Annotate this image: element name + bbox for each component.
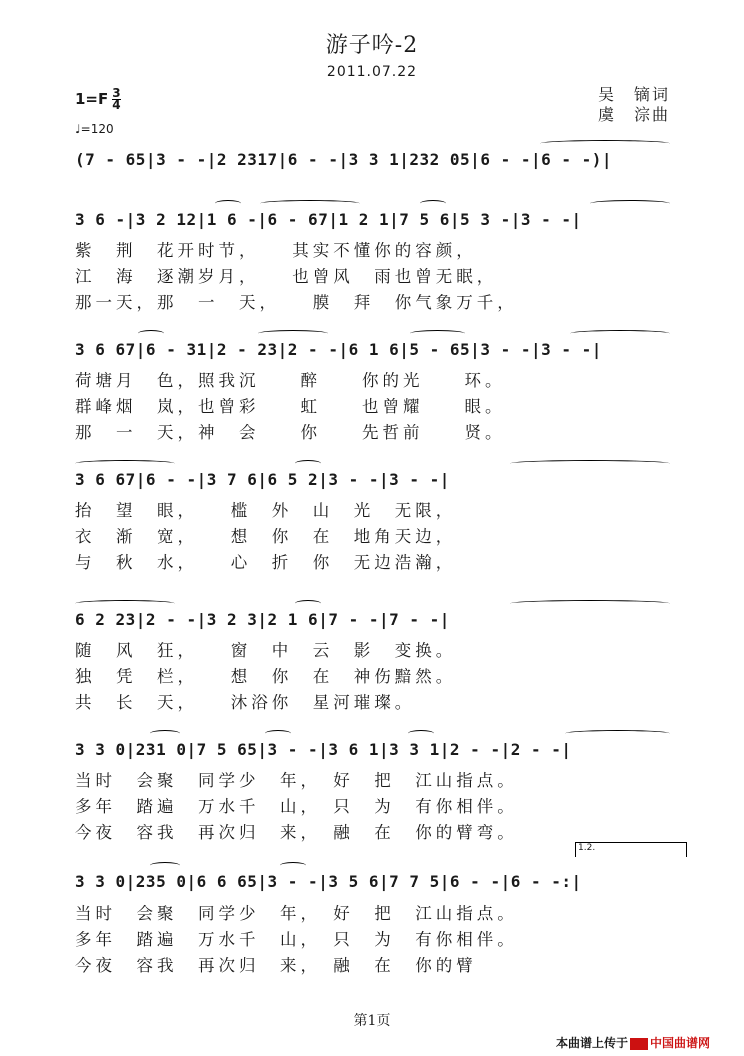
lyric-line-5-3: 共 长 天， 沐浴你 星河璀璨。 (75, 693, 416, 712)
lyric-line-5-2: 独 凭 栏， 想 你 在 神伤黯然。 (75, 667, 457, 686)
key-label: 1=F (75, 90, 109, 108)
slur (75, 460, 175, 467)
slur (295, 460, 321, 467)
notation-line-2: 3 6 -|3 2 12|1 6 -|6 - 67|1 2 1|7 5 6|5 3 -|3 - -| (75, 210, 582, 229)
slur (258, 330, 328, 337)
slur (510, 460, 670, 467)
lyric-line-3-2: 群峰烟 岚，也曾彩 虹 也曾耀 眼。 (75, 397, 506, 416)
lyricist-credit: 吴 镝词 (598, 85, 671, 104)
slur (565, 730, 670, 737)
key-signature (75, 88, 121, 111)
slur (420, 200, 446, 207)
song-title: 游子吟-2 (325, 33, 419, 58)
slur (75, 600, 175, 607)
lyric-line-4-1: 抬 望 眼， 槛 外 山 光 无限， (75, 501, 457, 520)
slur (138, 330, 164, 337)
slur (590, 200, 670, 207)
lyric-line-3-3: 那 一 天，神 会 你 先哲前 贤。 (75, 423, 506, 442)
slur (408, 730, 434, 737)
notation-line-6: 3 3 0|231 0|7 5 65|3 - -|3 6 1|3 3 1|2 - -|2 - -| (75, 740, 572, 759)
notation-line-1: (7 - 65|3 - -|2 2317|6 - -|3 3 1|232 05|6 - -|6 - -)| (75, 150, 613, 169)
slur (510, 600, 670, 607)
lyric-line-2-2: 江 海 逐潮岁月， 也曾风 雨也曾无眠， (75, 267, 498, 286)
site-name: 中国曲谱网 (650, 1036, 711, 1050)
lyric-line-4-3: 与 秋 水， 心 折 你 无边浩瀚， (75, 553, 457, 572)
time-signature: $\frac{3}{4}$ (112, 86, 121, 112)
slur (265, 730, 291, 737)
upload-note (556, 1034, 710, 1051)
notation-line-4: 3 6 67|6 - -|3 7 6|6 5 2|3 - -|3 - -| (75, 470, 450, 489)
lyric-line-6-2: 多年 踏遍 万水千 山， 只 为 有你相伴。 (75, 797, 518, 816)
composer-credit: 虞 淙曲 (598, 105, 671, 124)
slur (540, 140, 670, 147)
slur (150, 730, 180, 737)
upload-text: 本曲谱上传于 (556, 1036, 629, 1050)
slur (295, 600, 321, 607)
slur (260, 200, 360, 207)
notation-line-3: 3 6 67|6 - 31|2 - 23|2 - -|6 1 6|5 - 65|3 - -|3 - -| (75, 340, 602, 359)
lyric-line-2-1: 紫 荆 花开时节， 其实不懂你的容颜， (75, 241, 477, 260)
lyric-line-7-1: 当时 会聚 同学少 年， 好 把 江山指点。 (75, 904, 518, 923)
lyric-line-4-2: 衣 渐 宽， 想 你 在 地角天边， (75, 527, 457, 546)
lyric-line-6-1: 当时 会聚 同学少 年， 好 把 江山指点。 (75, 771, 518, 790)
volta-bracket: 1.2. (575, 842, 687, 857)
lyric-line-3-1: 荷塘月 色，照我沉 醉 你的光 环。 (75, 371, 506, 390)
tempo-mark: ♩=120 (75, 122, 114, 136)
lyric-line-6-3: 今夜 容我 再次归 来， 融 在 你的臂弯。 (75, 823, 518, 842)
notation-line-5: 6 2 23|2 - -|3 2 3|2 1 6|7 - -|7 - -| (75, 610, 450, 629)
slur (150, 862, 180, 869)
slur (410, 330, 465, 337)
lyric-line-2-3: 那一天，那 一 天， 膜 拜 你气象万千， (75, 293, 518, 312)
slur (570, 330, 670, 337)
notation-line-7: 3 3 0|235 0|6 6 65|3 - -|3 5 6|7 7 5|6 - -|6 - -:| (75, 872, 582, 891)
slur (215, 200, 241, 207)
lyric-line-7-3: 今夜 容我 再次归 来， 融 在 你的臂 (75, 956, 477, 975)
site-logo-icon (630, 1038, 648, 1050)
page-number: 第1页 (353, 1013, 391, 1029)
lyric-line-7-2: 多年 踏遍 万水千 山， 只 为 有你相伴。 (75, 930, 518, 949)
slur (280, 862, 306, 869)
lyric-line-5-1: 随 风 狂， 窗 中 云 影 变换。 (75, 641, 457, 660)
song-date: 2011.07.22 (326, 64, 418, 80)
